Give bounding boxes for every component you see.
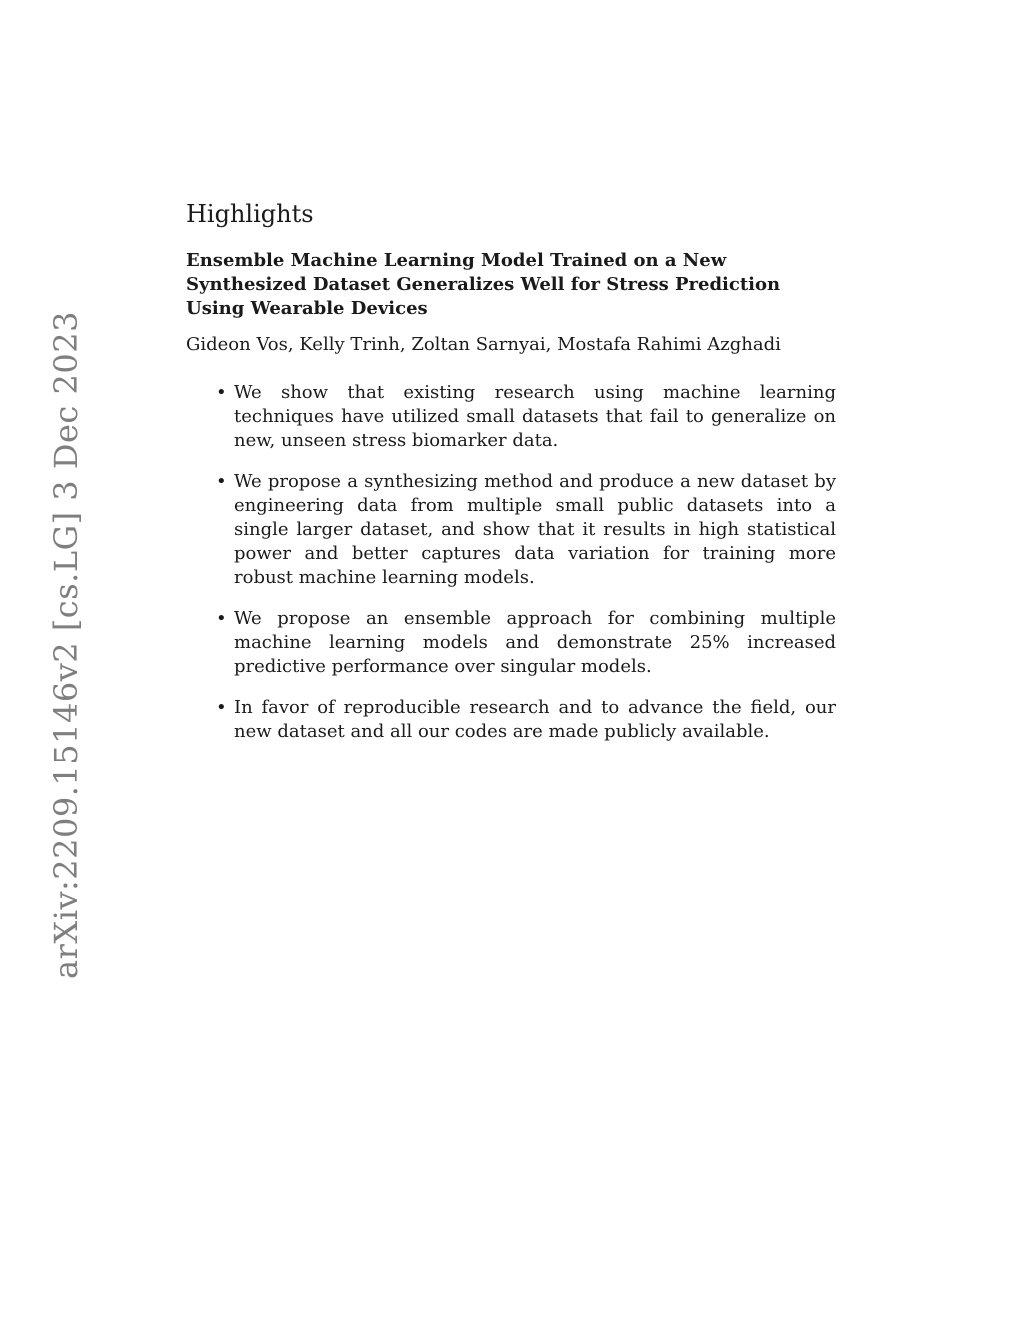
- bullet-icon: •: [216, 470, 227, 492]
- highlight-text: We propose an ensemble approach for combining multiple machine learning models and demonstrate 25% increased predictive performance over singular models.: [234, 607, 836, 677]
- highlight-item-3: [186, 607, 836, 679]
- highlights-section: [186, 200, 836, 761]
- arxiv-identifier-stamp: arXiv:2209.15146v2 [cs.LG] 3 Dec 2023: [47, 311, 85, 979]
- paper-title: Ensemble Machine Learning Model Trained on a New Synthesized Dataset Generalizes Well for Stress Prediction Using Wearable Devices: [186, 249, 781, 319]
- author-list: Gideon Vos, Kelly Trinh, Zoltan Sarnyai, Mostafa Rahimi Azghadi: [186, 333, 781, 355]
- highlights-list: [186, 381, 836, 744]
- highlight-text: In favor of reproducible research and to advance the field, our new dataset and all our codes are made publicly available.: [234, 696, 836, 742]
- highlight-item-1: [186, 381, 836, 453]
- bullet-icon: •: [216, 607, 227, 629]
- highlight-item-2: [186, 470, 836, 590]
- highlight-text: We show that existing research using machine learning techniques have utilized small datasets that fail to generalize on new, unseen stress biomarker data.: [234, 381, 836, 451]
- bullet-icon: •: [216, 696, 227, 718]
- highlights-heading: Highlights: [186, 200, 314, 228]
- highlight-text: We propose a synthesizing method and produce a new dataset by engineering data from multiple small public datasets into a single larger dataset, and show that it results in high statistical power and better captures data variation for training more robust machine learning models.: [234, 470, 836, 588]
- bullet-icon: •: [216, 381, 227, 403]
- highlight-item-4: [186, 696, 836, 744]
